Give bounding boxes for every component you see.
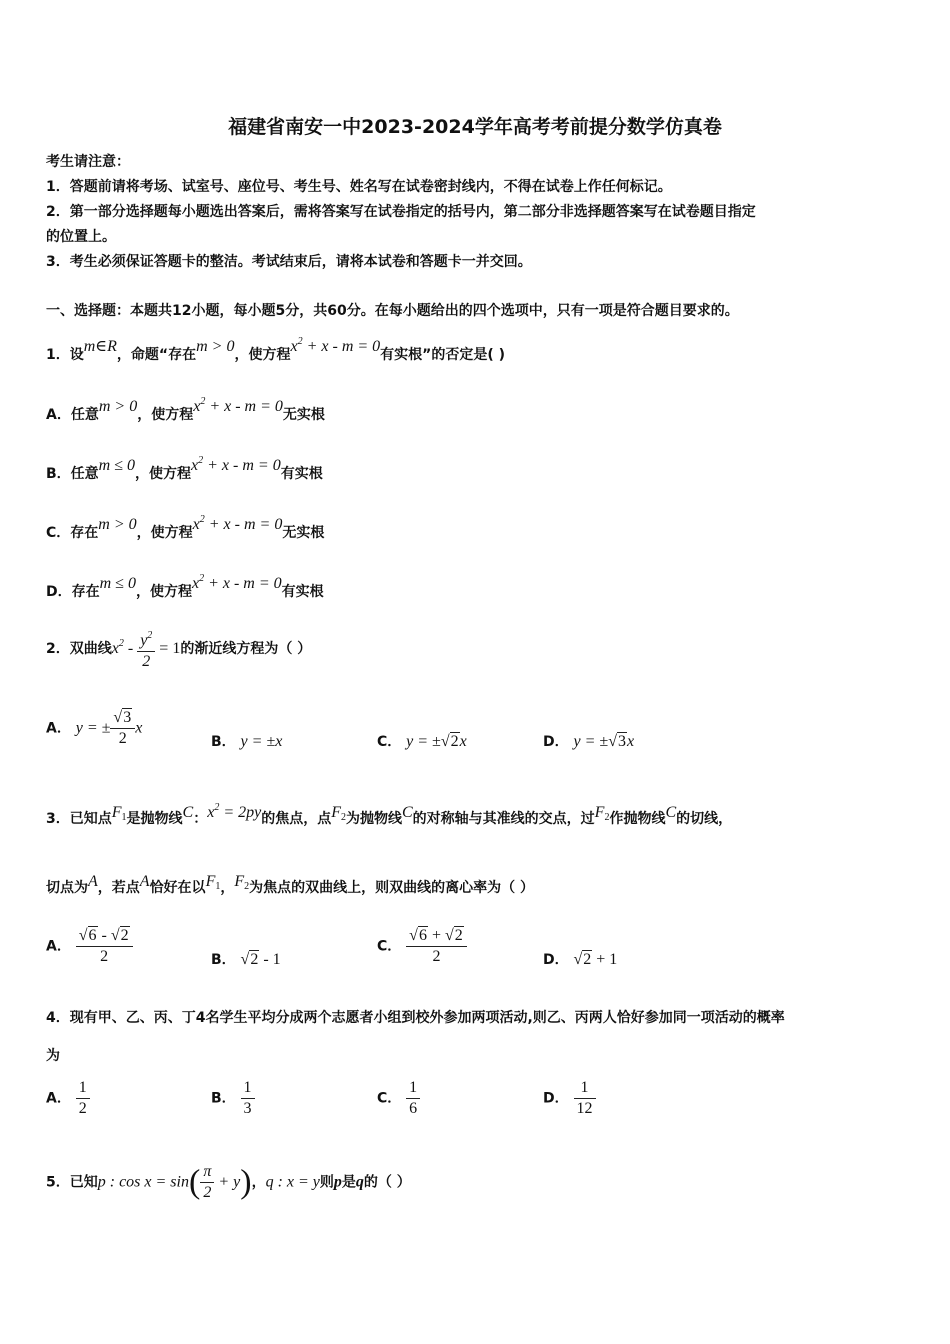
- q2-option-a: [46, 708, 142, 749]
- q3-math: A: [88, 873, 98, 890]
- option-text: 无实根: [282, 407, 325, 423]
- q4-option-d: [543, 1078, 596, 1119]
- q3-math: F: [594, 804, 605, 821]
- option-radicand: 2: [583, 951, 592, 968]
- q1-math: m∈R: [83, 338, 117, 355]
- q5-math: + y: [214, 1173, 241, 1191]
- option-equation: x: [191, 457, 199, 474]
- q1-math: m > 0: [196, 338, 235, 355]
- option-math: m ≤ 0: [99, 575, 136, 592]
- q5-text: 5．已知: [46, 1174, 98, 1191]
- q5-math: q: [355, 1173, 364, 1191]
- option-text: 无实根: [282, 525, 325, 541]
- q4-option-a: [46, 1078, 90, 1119]
- q1-equation: + x - m = 0: [302, 338, 381, 355]
- q3-option-d: D． √2 + 1: [543, 951, 618, 968]
- q3-text: 切点为: [46, 880, 88, 896]
- option-equation: x: [191, 575, 200, 592]
- q3-text: 恰好在以: [149, 880, 206, 896]
- q1-equation: x: [290, 338, 298, 355]
- q3-math: F: [111, 804, 122, 821]
- q3-text: 是抛物线: [126, 811, 183, 827]
- q3-math: 2: [604, 812, 610, 823]
- notice-item: 的位置上。: [46, 229, 116, 245]
- option-label: D．: [543, 734, 569, 750]
- q2-equation: = 1: [155, 640, 181, 657]
- option-label: B．: [211, 952, 236, 968]
- q3-math: C: [182, 804, 194, 821]
- q3-math: C: [665, 804, 677, 821]
- notice-item: 2．第一部分选择题每小题选出答案后，需将答案写在试卷指定的括号内，第二部分非选择题答案写在试卷题目指定: [46, 204, 756, 220]
- option-equation: x: [192, 516, 200, 533]
- option-label: B．: [211, 1090, 236, 1107]
- section-heading: 一、选择题：本题共12小题，每小题5分，共60分。在每小题给出的四个选项中，只有一项是符合题目要求的。: [46, 303, 739, 319]
- q2-text: 的渐近线方程为（ ）: [180, 641, 312, 657]
- option-label: D．: [543, 1090, 569, 1107]
- option-radicand: 3: [617, 733, 626, 750]
- q5-math: p: [333, 1173, 342, 1191]
- q3-equation: x: [207, 804, 215, 821]
- q3-text: 的切线，: [676, 811, 733, 827]
- q3-math: 1: [121, 812, 127, 823]
- q5-fraction: $\frac{\pi}{2}$: [200, 1162, 214, 1203]
- option-label: C．: [46, 525, 71, 541]
- option-math: y = ±: [406, 733, 441, 750]
- option-label: C．: [377, 1090, 402, 1107]
- page-title: 福建省南安一中2023-2024学年高考考前提分数学仿真卷: [228, 116, 722, 138]
- q3-text: ，若点: [97, 880, 140, 896]
- option-text: ，使方程: [136, 525, 193, 541]
- option-label: A．: [46, 407, 71, 423]
- notice-item: 3．考生必须保证答题卡的整洁。考试结束后，请将本试卷和答题卡一并交回。: [46, 254, 532, 270]
- q3-math: F: [205, 873, 216, 890]
- q1-option-a: A．任意m > 0，使方程$x^2 + x - m = 0$无实根: [46, 396, 325, 423]
- q5-text: 是: [341, 1174, 356, 1191]
- option-fraction: $\frac{1}{3}$: [241, 1078, 255, 1119]
- option-text: 存在: [70, 525, 99, 541]
- q3-text: 的焦点，点: [261, 811, 332, 827]
- option-math: x: [135, 719, 143, 737]
- option-math: y = ±: [75, 719, 111, 737]
- q3-option-a: [46, 926, 133, 967]
- q1-option-d: D．存在m ≤ 0，使方程$x^2 + x - m = 0$有实根: [46, 573, 324, 600]
- q5-text: 则: [319, 1174, 334, 1191]
- option-text: 存在: [71, 584, 100, 600]
- option-radicand: 2: [250, 951, 259, 968]
- question-3-line-2: [46, 872, 534, 898]
- question-4: 4．现有甲、乙、丙、丁4名学生平均分成两个志愿者小组到校外参加两项活动,则乙、丙两人恰好参加同一项活动的概率: [46, 1010, 785, 1026]
- q3-math: 1: [215, 881, 221, 892]
- q3-math: C: [402, 804, 413, 821]
- q3-equation: = 2py: [219, 804, 262, 821]
- option-text: 有实根: [280, 466, 323, 482]
- q3-text: 的对称轴与其准线的交点，过: [412, 811, 595, 827]
- q3-math: A: [139, 873, 150, 890]
- question-1: 1．设m∈R，命题“存在m > 0，使方程$x^2 + x - m = 0$有实根”的否定是( ): [46, 336, 506, 363]
- option-fraction: $\frac{√6 + √2}{2}$: [406, 926, 467, 967]
- q2-fraction: $\frac{y^2}{2}$: [137, 626, 155, 672]
- q3-math: 2: [341, 812, 346, 823]
- q3-text: ，: [220, 880, 235, 896]
- q3-text: 为抛物线: [346, 811, 402, 827]
- option-math: m > 0: [98, 516, 137, 533]
- option-text: ，使方程: [135, 466, 192, 482]
- question-2: [46, 626, 311, 672]
- option-math: + 1: [592, 951, 618, 968]
- q3-math: F: [234, 873, 245, 890]
- q1-option-b: B．任意m ≤ 0，使方程$x^2 + x - m = 0$有实根: [46, 455, 323, 482]
- q5-math: p : cos x = sin: [97, 1173, 189, 1191]
- q5-text: ，: [251, 1174, 266, 1191]
- option-math: x: [459, 733, 467, 750]
- q1-option-c: C．存在m > 0，使方程$x^2 + x - m = 0$无实根: [46, 514, 325, 541]
- q2-option-b: [211, 732, 282, 752]
- option-fraction: $\frac{1}{6}$: [406, 1078, 420, 1119]
- option-fraction: $\frac{√3}{2}$: [110, 708, 135, 749]
- q5-text: 的（ ）: [363, 1174, 411, 1191]
- option-label: B．: [211, 734, 236, 750]
- option-equation: + x - m = 0: [204, 516, 283, 533]
- q1-text: 有实根”的否定是( ): [380, 347, 506, 363]
- notice-item: 1．答题前请将考场、试室号、座位号、考生号、姓名写在试卷密封线内，不得在试卷上作任何标记。: [46, 179, 672, 195]
- option-text: 任意: [70, 407, 99, 423]
- q1-text: ，命题“存在: [116, 347, 197, 363]
- option-math: - 1: [259, 951, 281, 968]
- option-label: D．: [543, 952, 569, 968]
- q2-option-c: C． y = ±√2x: [377, 733, 467, 750]
- option-math: y = ±x: [240, 733, 283, 750]
- option-label: B．: [46, 466, 71, 482]
- q3-text: ：: [193, 811, 208, 827]
- option-label: C．: [377, 734, 402, 750]
- q3-text: 3．已知点: [46, 811, 112, 827]
- question-4-line-2: 为: [46, 1048, 60, 1064]
- q3-text: 作抛物线: [609, 811, 666, 827]
- q4-option-b: [211, 1078, 255, 1119]
- option-text: 有实根: [281, 584, 324, 600]
- option-label: C．: [377, 938, 402, 955]
- option-fraction: $\frac{1}{2}$: [76, 1078, 90, 1119]
- option-math: m ≤ 0: [98, 457, 136, 474]
- q4-option-c: [377, 1078, 420, 1119]
- option-label: D．: [46, 584, 72, 600]
- q3-math: F: [331, 804, 341, 821]
- option-radicand: 2: [450, 733, 459, 750]
- notice-heading: 考生请注意：: [46, 154, 130, 170]
- option-math: m > 0: [98, 398, 138, 415]
- option-text: ，使方程: [137, 407, 194, 423]
- option-math: x: [626, 733, 635, 750]
- q2-option-d: D． y = ±√3x: [543, 733, 635, 750]
- question-3: 3．已知点$F_1$是抛物线C：$x^2 = 2py$的焦点，点$F_2$为抛物线C的对称轴与其准线的交点，过$F_2$作抛物线C的切线，: [46, 802, 733, 827]
- q2-text: 2．双曲线: [46, 641, 112, 657]
- option-text: ，使方程: [135, 584, 192, 600]
- option-label: A．: [46, 720, 71, 737]
- question-5: 5．已知p : cos x = sin( $\frac{\pi}{2}$ + y)，q : x = y则p是q的（ ）: [46, 1163, 411, 1201]
- q1-text: 1．设: [46, 347, 84, 363]
- option-label: A．: [46, 1090, 71, 1107]
- option-text: 任意: [70, 466, 99, 482]
- q1-text: ，使方程: [234, 347, 291, 363]
- option-fraction: $\frac{1}{12}$: [574, 1078, 596, 1119]
- option-math: y = ±: [573, 733, 609, 750]
- option-equation: x: [193, 398, 201, 415]
- option-fraction: $\frac{√6 - √2}{2}$: [76, 926, 133, 967]
- q3-option-c: [377, 926, 467, 967]
- q3-math: 2: [244, 881, 250, 892]
- q3-option-b: B． √2 - 1: [211, 951, 281, 968]
- q3-text: 为焦点的双曲线上，则双曲线的离心率为（ ）: [249, 880, 534, 896]
- option-label: A．: [46, 938, 71, 955]
- option-equation: + x - m = 0: [204, 575, 282, 592]
- q2-equation: $x^2$ -: [111, 638, 138, 657]
- q5-math: q : x = y: [265, 1173, 320, 1191]
- option-equation: + x - m = 0: [203, 457, 281, 474]
- option-equation: + x - m = 0: [205, 398, 283, 415]
